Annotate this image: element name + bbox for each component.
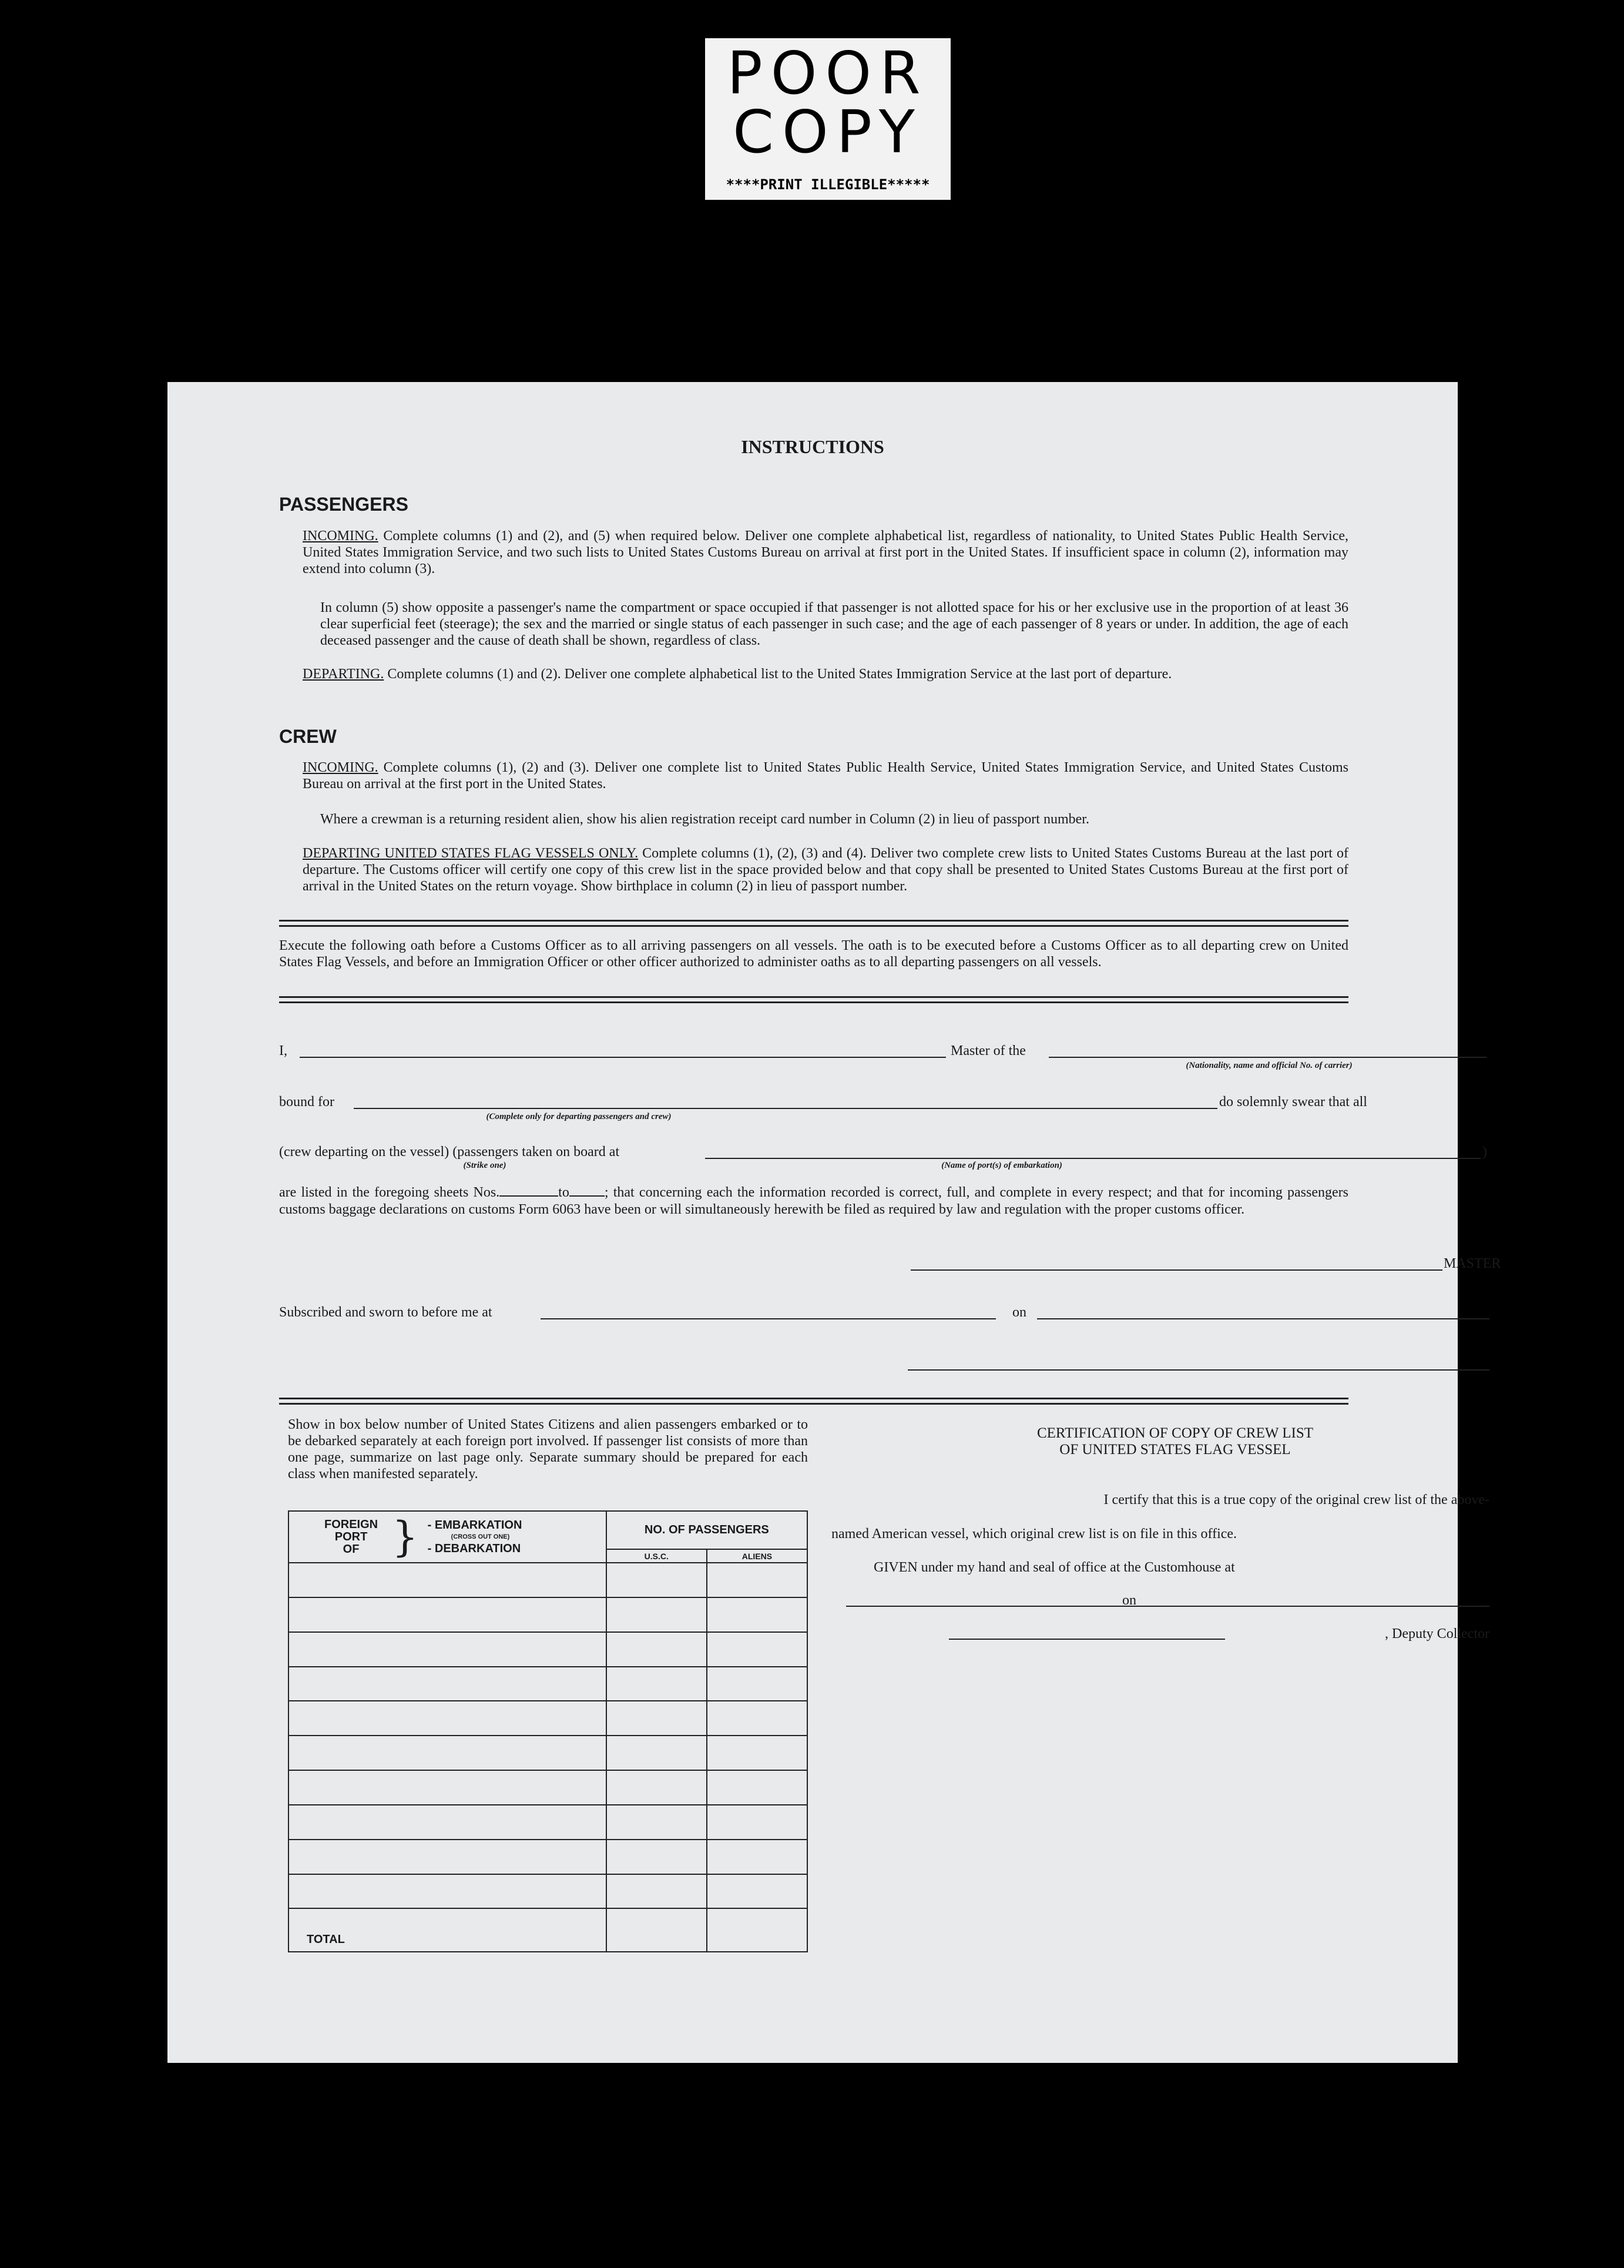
certification-title-line1: CERTIFICATION OF COPY OF CREW LIST	[1036, 1425, 1314, 1441]
port-cell[interactable]	[288, 1667, 606, 1701]
usc-column-header: U.S.C.	[606, 1549, 707, 1563]
aliens-cell[interactable]	[707, 1701, 807, 1736]
certification-title	[861, 1425, 1489, 1458]
usc-cell[interactable]	[606, 1597, 707, 1632]
poor-copy-stamp	[705, 38, 951, 200]
passengers-column5-paragraph: In column (5) show opposite a passenger's name the compartment or space occupied if that passenger is not allotted space for his or her exclusive use in the proportion of at least 36 clear superficial feet (steerage); the sex and the married or single status of each passenger in such case; and the age of each passenger of 8 years or under. In addition, the age of each deceased passenger and the cause of death shall be shown, regardless of class.	[320, 600, 1348, 648]
aliens-cell[interactable]	[707, 1805, 807, 1840]
section-divider	[279, 1398, 1348, 1405]
port-cell[interactable]	[288, 1840, 606, 1874]
debarkation-option[interactable]: - DEBARKATION	[427, 1542, 521, 1556]
aliens-cell[interactable]	[707, 1840, 807, 1874]
usc-cell[interactable]	[606, 1563, 707, 1597]
table-row	[288, 1701, 807, 1736]
port-cell[interactable]	[288, 1874, 606, 1909]
usc-cell[interactable]	[606, 1736, 707, 1770]
master-name-line[interactable]	[300, 1057, 946, 1058]
passengers-departing-label: DEPARTING.	[303, 666, 384, 682]
table-row	[288, 1770, 807, 1805]
summary-instructions: Show in box below number of United States Citizens and alien passengers embarked or to be debarked separately at each foreign port involved. If passenger list consists of more than one page, summarize on last page only. Separate summary should be prepared for each class when manifested separately.	[288, 1417, 808, 1482]
port-cell[interactable]	[288, 1632, 606, 1667]
usc-cell[interactable]	[606, 1840, 707, 1874]
usc-cell[interactable]	[606, 1874, 707, 1909]
certification-title-line2: OF UNITED STATES FLAG VESSEL	[1059, 1442, 1291, 1458]
section-divider	[279, 920, 1348, 927]
embarkation-option[interactable]: - EMBARKATION	[427, 1519, 522, 1532]
certify-line-2: named American vessel, which original crew list is on file in this office.	[831, 1526, 1237, 1542]
passengers-departing-text: Complete columns (1) and (2). Deliver one complete alphabetical list to the United States Immigration Service at the last port of departure.	[387, 666, 1172, 682]
crew-resident-paragraph: Where a crewman is a returning resident alien, show his alien registration receipt card number in Column (2) in lieu of passport number.	[320, 812, 1089, 827]
listed-paragraph	[279, 1184, 1348, 1218]
master-label: MASTER	[1444, 1256, 1501, 1271]
officer-signature-line[interactable]	[908, 1369, 1489, 1371]
sheet-from-line[interactable]	[499, 1195, 558, 1197]
ports-note: (Name of port(s) of embarkation)	[941, 1161, 1062, 1170]
table-row	[288, 1632, 807, 1667]
form-page	[167, 382, 1501, 2063]
subscribed-date-line[interactable]	[1037, 1318, 1489, 1319]
aliens-cell[interactable]	[707, 1736, 807, 1770]
col-port-line3: OF	[343, 1542, 360, 1556]
swear-text: do solemnly swear that all	[1219, 1094, 1367, 1110]
subscribed-on-label: on	[1012, 1305, 1026, 1320]
table-row	[288, 1563, 807, 1597]
crew-incoming-paragraph	[303, 759, 1348, 792]
subscribed-label: Subscribed and sworn to before me at	[279, 1305, 492, 1320]
port-column-header	[288, 1511, 606, 1563]
crew-departing-paragraph	[303, 845, 1348, 895]
aliens-cell[interactable]	[707, 1667, 807, 1701]
bound-for-line[interactable]	[354, 1108, 1217, 1109]
carrier-note: (Nationality, name and official No. of carrier)	[1186, 1061, 1353, 1070]
stamp-line-1: POOR	[727, 39, 929, 108]
page-title: INSTRUCTIONS	[741, 436, 884, 457]
crew-passengers-text: (crew departing on the vessel) (passengers taken on board at	[279, 1144, 620, 1160]
section-divider	[279, 996, 1348, 1003]
table-row	[288, 1667, 807, 1701]
crew-departing-text: Complete columns (1), (2), (3) and (4). Deliver two complete crew lists to United States Customs Bureau at the last port of departure. The Customs officer will certify one copy of this crew list in the space provided below and that copy shall be presented to United States Customs Bureau at the first port of arrival in the United States on the return voyage. Show birthplace in column (2) in lieu of passport number.	[303, 846, 1349, 894]
strike-one-note: (Strike one)	[463, 1161, 506, 1170]
certification-date-line[interactable]	[1143, 1606, 1489, 1607]
listed-post-text: ; that concerning each the information recorded is correct, full, and complete in every respect; and that for incoming passengers customs baggage declarations on customs Form 6063 have been or will simultaneously herewith be filed as required by law and regulation with the proper customs officer.	[279, 1185, 1348, 1217]
crew-incoming-label: INCOMING.	[303, 760, 378, 775]
col-port-line1: FOREIGN	[324, 1517, 378, 1531]
departing-note: (Complete only for departing passengers and crew)	[486, 1112, 672, 1121]
passengers-incoming-text: Complete columns (1) and (2), and (5) when required below. Deliver one complete alphabetical list, regardless of nationality, to United States Public Health Service, United States Immigration Service, and two such lists to United States Customs Bureau on arrival at first port in the United States. If insufficient space in column (2), information may extend into column (3).	[303, 528, 1349, 577]
oath-instruction: Execute the following oath before a Customs Officer as to all arriving passengers on all vessels. The oath is to be executed before a Customs Officer as to all departing crew on United States Flag Vessels, and before an Immigration Officer or other officer authorized to administer oaths as to all departing passengers on all vessels.	[279, 938, 1348, 970]
master-signature-line[interactable]	[911, 1269, 1442, 1271]
crew-heading: CREW	[279, 726, 337, 747]
close-paren: )	[1482, 1144, 1487, 1160]
sheet-to-line[interactable]	[569, 1195, 605, 1197]
deputy-collector-label: , Deputy Collector	[1385, 1626, 1489, 1641]
total-usc-cell[interactable]	[606, 1908, 707, 1952]
port-cell[interactable]	[288, 1597, 606, 1632]
table-row	[288, 1805, 807, 1840]
bound-for-label: bound for	[279, 1094, 334, 1110]
table-row	[288, 1840, 807, 1874]
col-port-line2: PORT	[334, 1530, 368, 1543]
port-cell[interactable]	[288, 1770, 606, 1805]
brace-icon: }	[392, 1513, 418, 1562]
table-row	[288, 1736, 807, 1770]
port-cell[interactable]	[288, 1736, 606, 1770]
embarkation-ports-line[interactable]	[705, 1158, 1481, 1159]
usc-cell[interactable]	[606, 1667, 707, 1701]
aliens-cell[interactable]	[707, 1597, 807, 1632]
total-label: TOTAL	[288, 1908, 606, 1952]
deputy-signature-line[interactable]	[949, 1639, 1225, 1640]
listed-pre-text: are listed in the foregoing sheets Nos.	[279, 1185, 500, 1200]
passengers-departing-paragraph	[303, 666, 1348, 682]
usc-cell[interactable]	[606, 1632, 707, 1667]
usc-cell[interactable]	[606, 1701, 707, 1736]
aliens-column-header: ALIENS	[707, 1549, 807, 1563]
table-row	[288, 1874, 807, 1909]
aliens-cell[interactable]	[707, 1563, 807, 1597]
certify-line-1: I certify that this is a true copy of the original crew list of the above-	[1103, 1492, 1489, 1507]
port-cell[interactable]	[288, 1563, 606, 1597]
carrier-line[interactable]	[1049, 1057, 1487, 1058]
subscribed-place-line[interactable]	[541, 1318, 996, 1319]
certification-on-label: on	[1122, 1593, 1136, 1608]
usc-cell[interactable]	[606, 1805, 707, 1840]
total-row	[288, 1908, 807, 1952]
passengers-heading: PASSENGERS	[279, 494, 408, 515]
cross-out-note: (CROSS OUT ONE)	[451, 1533, 510, 1541]
aliens-cell[interactable]	[707, 1632, 807, 1667]
stamp-line-2: COPY	[733, 98, 923, 166]
table-row	[288, 1597, 807, 1632]
aliens-cell[interactable]	[707, 1874, 807, 1909]
passenger-summary-table	[288, 1510, 808, 1952]
listed-to-text: to	[558, 1185, 569, 1200]
stamp-line-3: ****PRINT ILLEGIBLE*****	[726, 176, 930, 193]
given-text: GIVEN under my hand and seal of office at the Customhouse at	[874, 1560, 1235, 1575]
passengers-incoming-label: INCOMING.	[303, 528, 378, 544]
master-of-the-label: Master of the	[951, 1043, 1026, 1058]
passengers-column-header: NO. OF PASSENGERS	[606, 1511, 807, 1549]
aliens-cell[interactable]	[707, 1770, 807, 1805]
crew-incoming-text: Complete columns (1), (2) and (3). Deliver one complete list to United States Public Health Service, United States Immigration Service, and United States Customs Bureau on arrival at the first port in the United States.	[303, 760, 1349, 792]
oath-i: I,	[279, 1043, 287, 1058]
passengers-incoming-paragraph	[303, 528, 1348, 577]
usc-cell[interactable]	[606, 1770, 707, 1805]
port-cell[interactable]	[288, 1701, 606, 1736]
total-aliens-cell[interactable]	[707, 1908, 807, 1952]
port-cell[interactable]	[288, 1805, 606, 1840]
crew-departing-label: DEPARTING UNITED STATES FLAG VESSELS ONLY.	[303, 846, 639, 861]
